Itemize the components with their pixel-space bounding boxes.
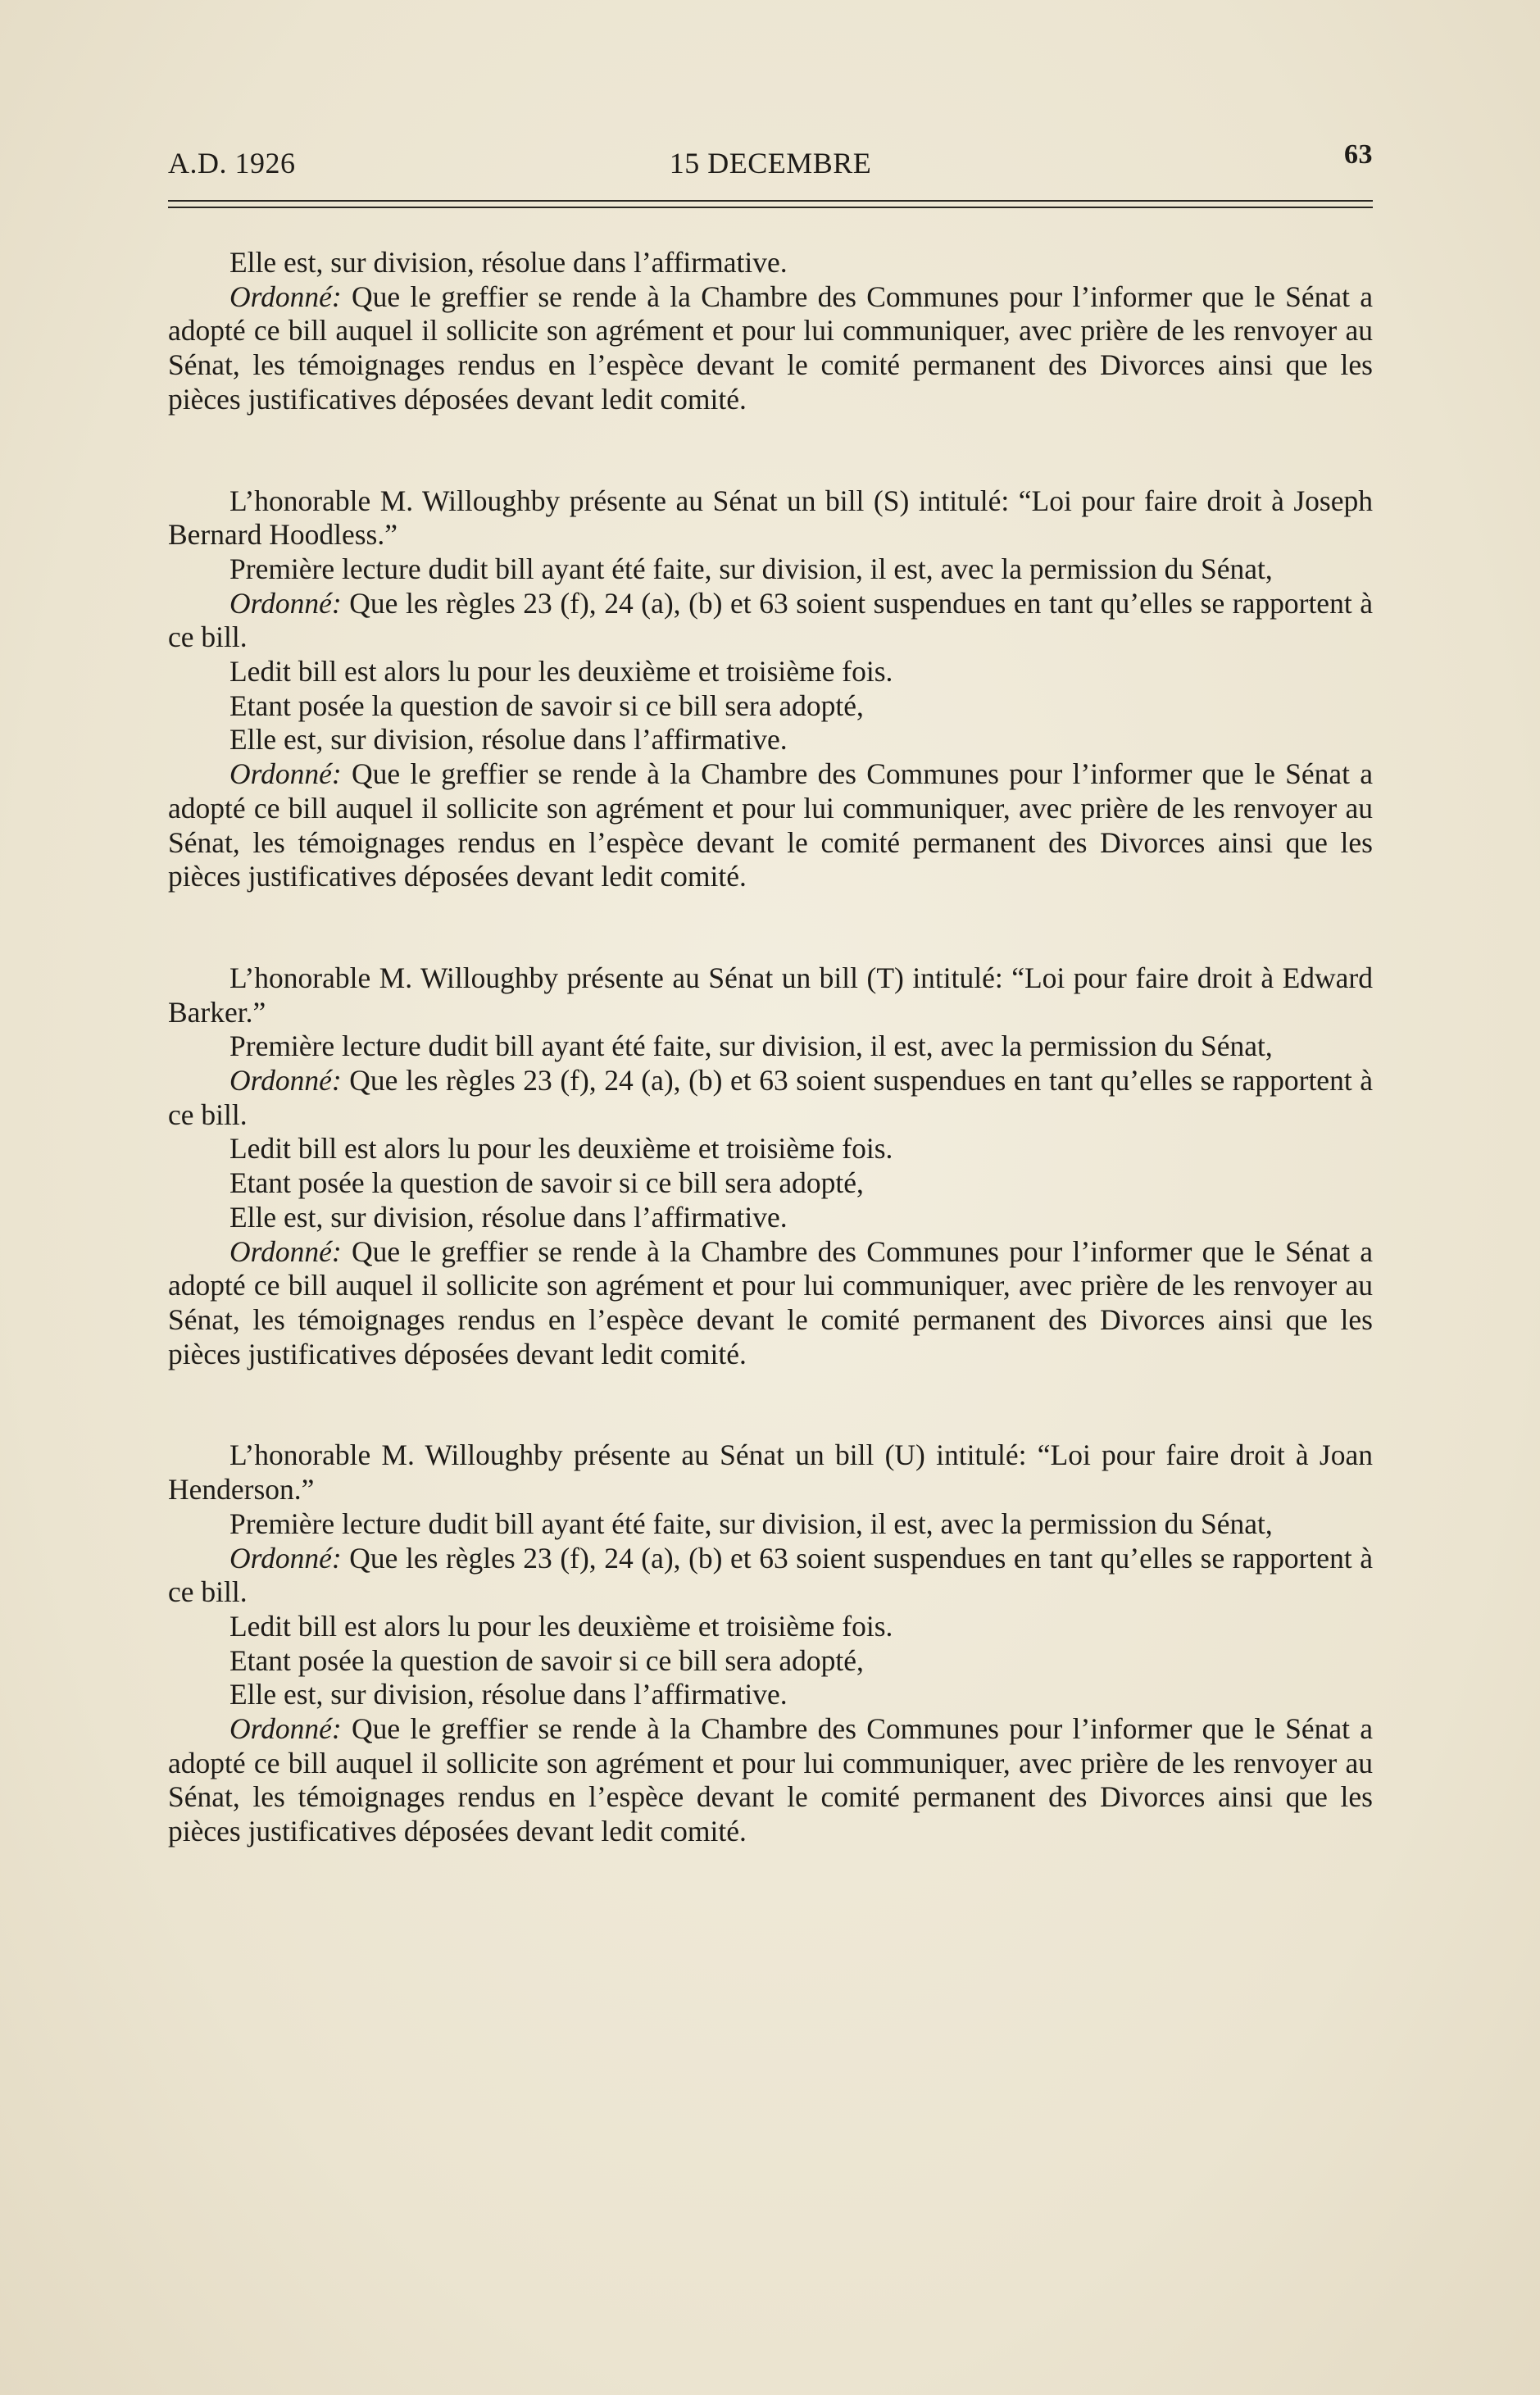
paragraph-text: L’honorable M. Willoughby présente au Sénat un bill (S) intitulé: “Loi pour faire droit à Joseph Bernard Hoodless.” xyxy=(168,484,1373,552)
paragraph-text: Ledit bill est alors lu pour les deuxième et troisième fois. xyxy=(229,1132,893,1166)
paragraph-text: Que le greffier se rende à la Chambre des Communes pour l’informer que le Sénat a adopté ce bill auquel il sollicite son agrément et pour lui communiquer, avec prière de les renvoyer au Sénat, les témoignages rendus en l’espèce devant le comité permanent des Divorces ainsi que les pièces justificatives déposées devant ledit comité. xyxy=(168,279,1373,416)
paragraph-text: Que les règles 23 (f), 24 (a), (b) et 63 soient suspendues en tant qu’elles se rapportent à ce bill. xyxy=(168,1064,1373,1131)
paragraph xyxy=(168,484,1373,552)
paragraph-text: L’honorable M. Willoughby présente au Sénat un bill (T) intitulé: “Loi pour faire droit à Edward Barker.” xyxy=(168,961,1373,1029)
paragraph xyxy=(168,689,1373,724)
ordonne-label: Ordonné: xyxy=(229,1541,342,1575)
paragraph xyxy=(168,723,1373,757)
page-number: 63 xyxy=(1344,139,1373,170)
paragraph-text: Etant posée la question de savoir si ce bill sera adopté, xyxy=(229,1166,864,1200)
paragraph xyxy=(168,1507,1373,1542)
paragraph xyxy=(168,1235,1373,1372)
paragraph-text: Elle est, sur division, résolue dans l’affirmative. xyxy=(229,723,788,757)
paragraph-text: Ledit bill est alors lu pour les deuxième et troisième fois. xyxy=(229,655,893,689)
paragraph xyxy=(168,552,1373,587)
paragraph xyxy=(168,280,1373,417)
running-header xyxy=(168,139,1373,189)
ordonne-label: Ordonné: xyxy=(229,1712,342,1746)
header-date: 15 DECEMBRE xyxy=(669,147,872,180)
paragraph xyxy=(168,1132,1373,1166)
paragraph xyxy=(168,1610,1373,1644)
ordonne-label: Ordonné: xyxy=(229,1064,342,1098)
paragraph-text: Que le greffier se rende à la Chambre des Communes pour l’informer que le Sénat a adopté ce bill auquel il sollicite son agrément et pour lui communiquer, avec prière de les renvoyer au Sénat, les témoignages rendus en l’espèce devant le comité permanent des Divorces ainsi que les pièces justificatives déposées devant ledit comité. xyxy=(168,1234,1373,1370)
paragraph-text: Elle est, sur division, résolue dans l’affirmative. xyxy=(229,1200,788,1234)
bill-s-section xyxy=(168,484,1373,894)
paragraph-text: L’honorable M. Willoughby présente au Sénat un bill (U) intitulé: “Loi pour faire droit à Joan Henderson.” xyxy=(168,1438,1373,1507)
paragraph-text: Que les règles 23 (f), 24 (a), (b) et 63 soient suspendues en tant qu’elles se rapportent à ce bill. xyxy=(168,586,1373,654)
paragraph-text: Elle est, sur division, résolue dans l’affirmative. xyxy=(229,246,788,279)
bill-u-section xyxy=(168,1438,1373,1848)
paragraph xyxy=(168,961,1373,1029)
paragraph xyxy=(168,1712,1373,1849)
paragraph xyxy=(168,1201,1373,1235)
paragraph-text: Etant posée la question de savoir si ce bill sera adopté, xyxy=(229,689,864,722)
ordonne-label: Ordonné: xyxy=(229,586,342,620)
paragraph xyxy=(168,1438,1373,1507)
paragraph xyxy=(168,1644,1373,1679)
paragraph-text: Que le greffier se rende à la Chambre des Communes pour l’informer que le Sénat a adopté ce bill auquel il sollicite son agrément et pour lui communiquer, avec prière de les renvoyer au Sénat, les témoignages rendus en l’espèce devant le comité permanent des Divorces ainsi que les pièces justificatives déposées devant ledit comité. xyxy=(168,1712,1373,1848)
paragraph xyxy=(168,246,1373,280)
paragraph xyxy=(168,1064,1373,1132)
header-double-rule xyxy=(168,200,1373,208)
paragraph xyxy=(168,587,1373,655)
paragraph-text: Que les règles 23 (f), 24 (a), (b) et 63 soient suspendues en tant qu’elles se rapportent à ce bill. xyxy=(168,1541,1373,1609)
paragraph xyxy=(168,1542,1373,1610)
paragraph xyxy=(168,1166,1373,1201)
ordonne-label: Ordonné: xyxy=(229,757,342,791)
paragraph-text: Elle est, sur division, résolue dans l’affirmative. xyxy=(229,1678,788,1711)
opening-block xyxy=(168,246,1373,417)
page-body xyxy=(168,246,1373,1849)
paragraph-text: Que le greffier se rende à la Chambre des Communes pour l’informer que le Sénat a adopté ce bill auquel il sollicite son agrément et pour lui communiquer, avec prière de les renvoyer au Sénat, les témoignages rendus en l’espèce devant le comité permanent des Divorces ainsi que les pièces justificatives déposées devant ledit comité. xyxy=(168,757,1373,893)
header-year: A.D. 1926 xyxy=(168,147,296,180)
paragraph-text: Ledit bill est alors lu pour les deuxième et troisième fois. xyxy=(229,1609,893,1643)
paragraph-text: Première lecture dudit bill ayant été faite, sur division, il est, avec la permission du Sénat, xyxy=(229,1507,1273,1540)
bill-t-section xyxy=(168,961,1373,1371)
paragraph-text: Etant posée la question de savoir si ce bill sera adopté, xyxy=(229,1643,864,1677)
paragraph-text: Première lecture dudit bill ayant été faite, sur division, il est, avec la permission du Sénat, xyxy=(229,1029,1273,1063)
paragraph xyxy=(168,655,1373,689)
ordonne-label: Ordonné: xyxy=(229,279,342,313)
paragraph xyxy=(168,1678,1373,1712)
ordonne-label: Ordonné: xyxy=(229,1234,342,1268)
paragraph xyxy=(168,757,1373,894)
paragraph xyxy=(168,1029,1373,1064)
paragraph-text: Première lecture dudit bill ayant été faite, sur division, il est, avec la permission du Sénat, xyxy=(229,552,1273,585)
